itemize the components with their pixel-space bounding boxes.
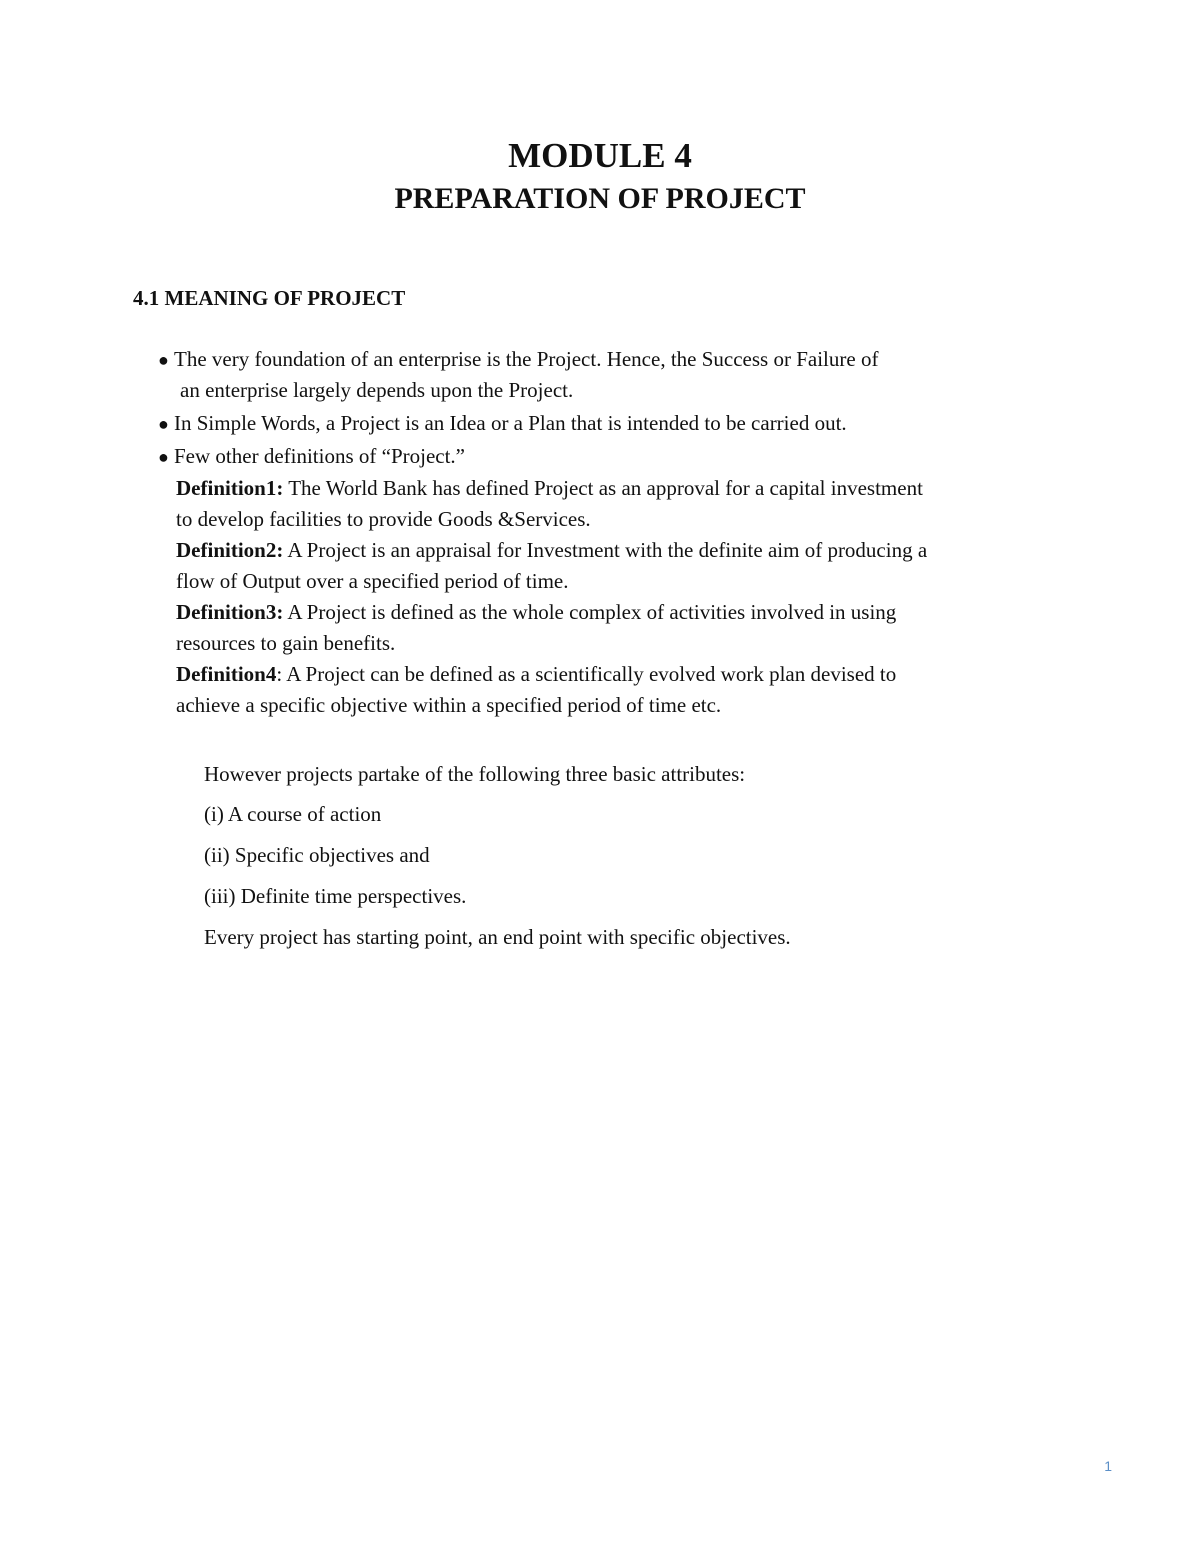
definition-2-continuation: flow of Output over a specified period of time. — [176, 569, 569, 593]
definition-label: Definition1: — [176, 476, 284, 500]
definition-text: A Project is defined as the whole complex of activities involved in using — [283, 600, 897, 624]
bullet-text: Few other definitions of “Project.” — [174, 444, 466, 468]
bullet-icon: ● — [158, 350, 169, 370]
page-title: MODULE 4 — [508, 136, 692, 175]
bullet-item — [158, 345, 878, 374]
definition-1 — [176, 474, 923, 502]
page-subtitle: PREPARATION OF PROJECT — [394, 182, 806, 215]
bullet-text: In Simple Words, a Project is an Idea or a Plan that is intended to be carried out. — [174, 411, 847, 435]
bullet-item — [158, 442, 465, 471]
definition-text: : A Project can be defined as a scientifically evolved work plan devised to — [276, 662, 897, 686]
definition-4 — [176, 660, 896, 688]
attribute-item: (iii) Definite time perspectives. — [204, 884, 467, 908]
definition-label: Definition2: — [176, 538, 284, 562]
definition-2 — [176, 536, 927, 564]
attribute-item: (ii) Specific objectives and — [204, 843, 430, 867]
bullet-icon: ● — [158, 414, 169, 434]
bullet-item — [158, 409, 847, 438]
definition-3-continuation: resources to gain benefits. — [176, 631, 396, 655]
closing-statement: Every project has starting point, an end point with specific objectives. — [204, 925, 791, 949]
bullet-continuation: an enterprise largely depends upon the Project. — [180, 378, 574, 402]
section-heading: 4.1 MEANING OF PROJECT — [133, 286, 406, 310]
bullet-icon: ● — [158, 447, 169, 467]
attributes-intro: However projects partake of the following three basic attributes: — [204, 762, 746, 786]
definition-1-continuation: to develop facilities to provide Goods &Services. — [176, 507, 591, 531]
definition-label: Definition4 — [176, 662, 277, 686]
definition-3 — [176, 598, 896, 626]
definition-text: The World Bank has defined Project as an approval for a capital investment — [283, 476, 923, 500]
definition-text: A Project is an appraisal for Investment with the definite aim of producing a — [283, 538, 928, 562]
definition-4-continuation: achieve a specific objective within a specified period of time etc. — [176, 693, 722, 717]
attribute-item: (i) A course of action — [204, 802, 382, 826]
page-number: 1 — [1104, 1458, 1112, 1474]
definition-label: Definition3: — [176, 600, 284, 624]
bullet-text: The very foundation of an enterprise is the Project. Hence, the Success or Failure of — [174, 347, 879, 371]
